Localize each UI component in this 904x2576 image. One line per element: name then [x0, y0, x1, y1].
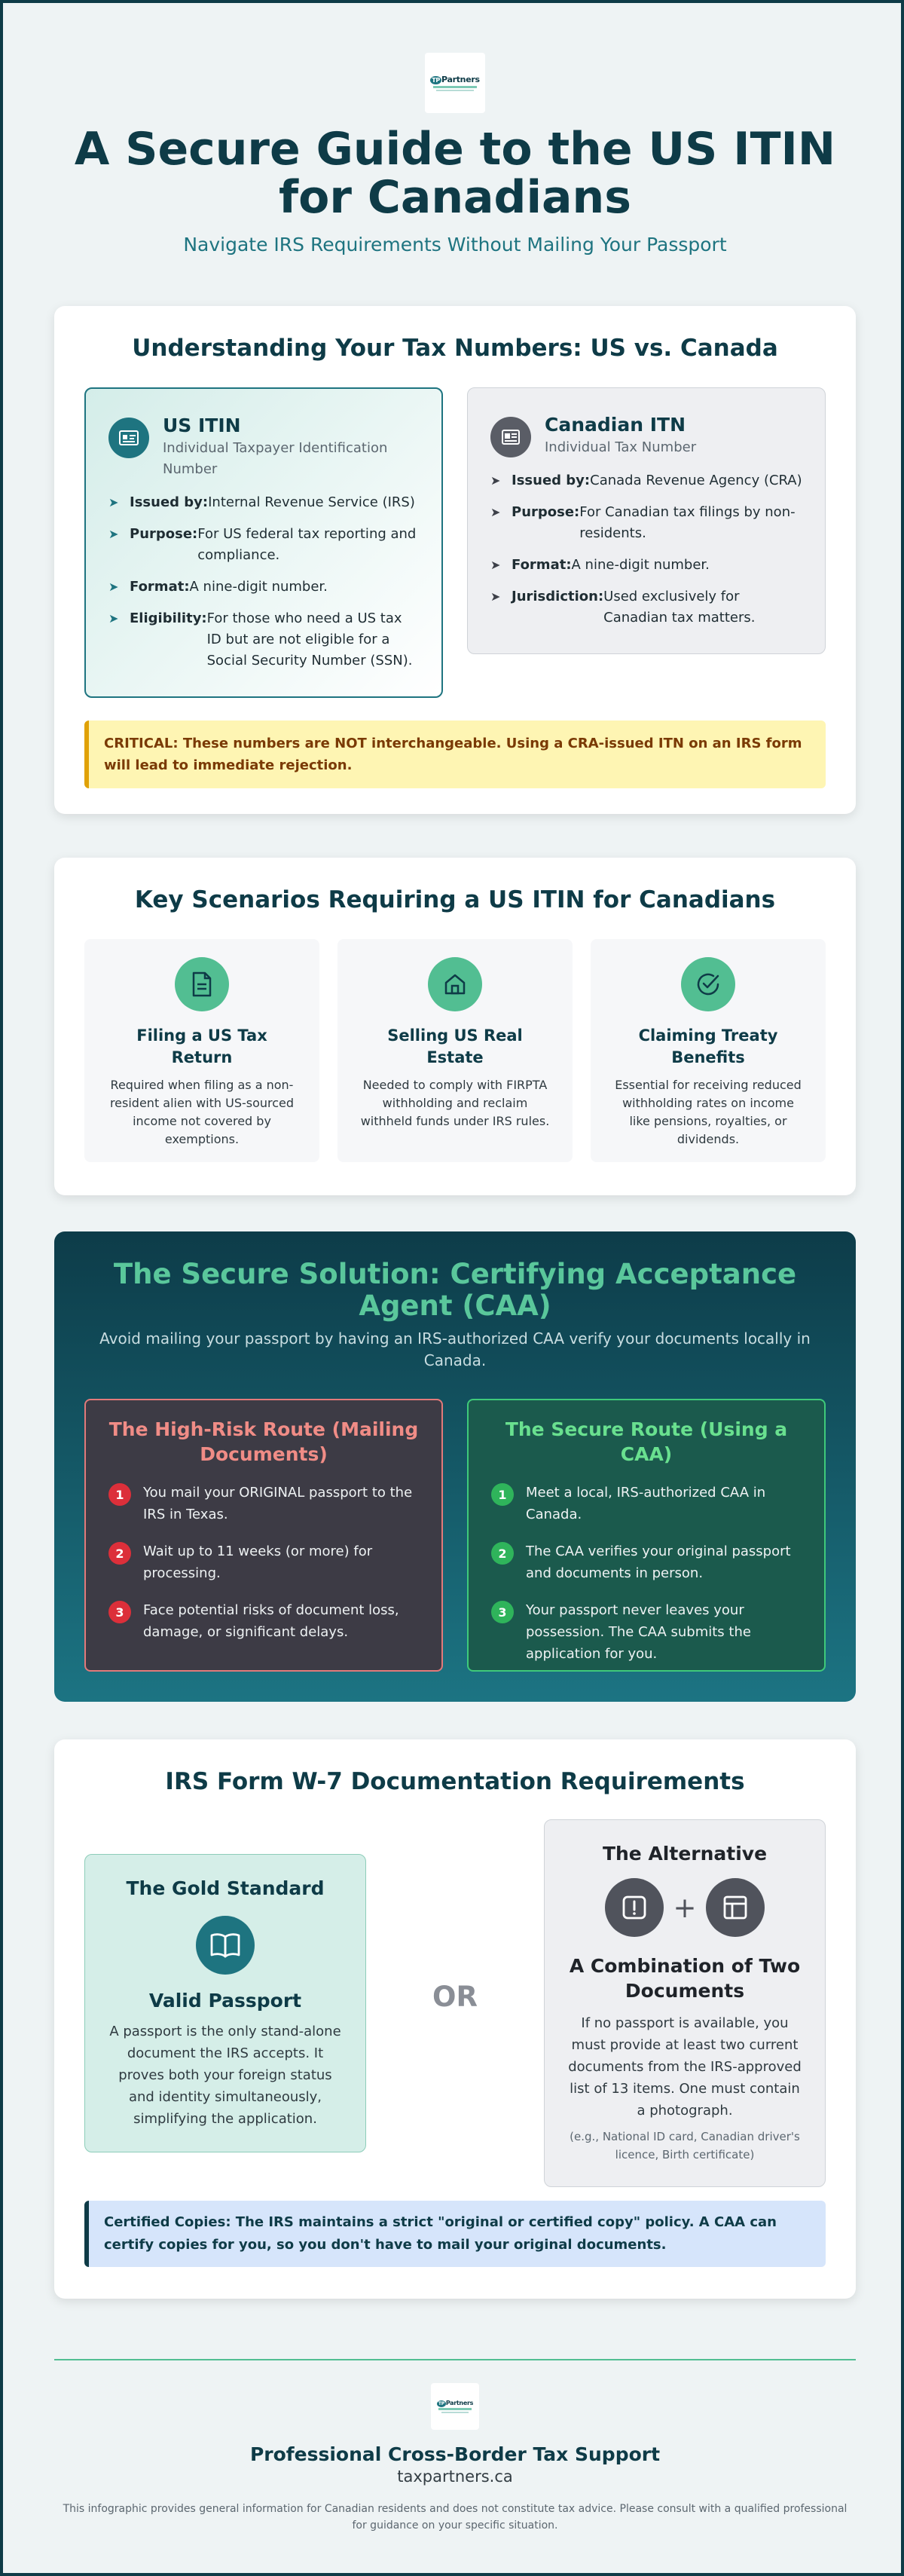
secure-route-card: [467, 1399, 826, 1672]
scenarios-section: [54, 858, 856, 1195]
step-number: 3: [491, 1601, 514, 1623]
step-text: You mail your ORIGINAL passport to the IRS in Texas.: [143, 1485, 413, 1522]
arrow-icon: ➤: [108, 611, 119, 626]
step-number: 2: [491, 1542, 514, 1565]
gold-standard-description: A passport is the only stand-alone document the IRS accepts. It proves both your foreign status and identity simultaneously, simplifying the application.: [109, 2024, 341, 2127]
scenario-title: Claiming Treaty Benefits: [638, 1026, 778, 1066]
company-logo: TP Partners: [425, 53, 485, 113]
arrow-icon: ➤: [108, 527, 119, 541]
canadian-itn-subtitle: Individual Tax Number: [545, 439, 697, 455]
route-step: [491, 1540, 802, 1584]
canadian-itn-card: [467, 387, 826, 654]
comparison-title: Understanding Your Tax Numbers: US vs. Canada: [132, 335, 778, 362]
canadian-itn-fact: ➤ Format: A nine-digit number.: [490, 555, 802, 576]
footer-logo: TP Partners: [431, 2383, 479, 2430]
footer-title: Professional Cross-Border Tax Support: [249, 2443, 661, 2465]
scenario-description: Needed to comply with FIRPTA withholding and reclaim withheld funds under IRS rules.: [360, 1078, 550, 1128]
route-step: [108, 1540, 419, 1584]
canadian-itn-fact: ➤ Purpose: For Canadian tax filings by non-residents.: [490, 502, 802, 544]
canadian-itn-fact: ➤ Issued by: Canada Revenue Agency (CRA): [490, 470, 802, 491]
alternative-subtitle: A Combination of Two Documents: [569, 1955, 801, 2002]
document-icon: [175, 957, 229, 1011]
check-circle-icon: [681, 957, 735, 1011]
secure-route-title: The Secure Route (Using a CAA): [505, 1418, 788, 1465]
scenarios-title: Key Scenarios Requiring a US ITIN for Canadians: [134, 886, 776, 913]
route-step: [108, 1482, 419, 1525]
route-step: [491, 1599, 802, 1665]
plus-sign: +: [673, 1891, 697, 1924]
us-itin-fact: ➤ Format: A nine-digit number.: [108, 577, 419, 598]
step-text: The CAA verifies your original passport and documents in person.: [526, 1543, 791, 1581]
alternative-description: If no passport is available, you must provide at least two current documents from the IRS-approved list of 13 items. One must contain a photograph.: [568, 2015, 802, 2119]
or-divider: OR: [432, 1981, 478, 2013]
alternative-examples: (e.g., National ID card, Canadian driver's licence, Birth certificate): [570, 2130, 800, 2161]
step-number: 1: [491, 1483, 514, 1506]
step-number: 3: [108, 1601, 131, 1623]
footer-disclaimer: This infographic provides general information for Canadian residents and does not constitute tax advice. Please consult with a qualified professional for guidance on your specific situation.: [63, 2503, 848, 2532]
solution-subtitle: Avoid mailing your passport by having an IRS-authorized CAA verify your documents locally in Canada.: [99, 1329, 811, 1369]
critical-warning: CRITICAL: These numbers are NOT interchangeable. Using a CRA-issued ITN on an IRS form will lead to immediate rejection.: [84, 720, 826, 788]
scenario-title: Filing a US Tax Return: [136, 1026, 267, 1066]
id-badge-icon: [490, 417, 531, 457]
w7-title: IRS Form W-7 Documentation Requirements: [165, 1768, 745, 1795]
step-text: Wait up to 11 weeks (or more) for processing.: [143, 1543, 373, 1581]
high-risk-route-card: [84, 1399, 443, 1672]
us-itin-fact: ➤ Issued by: Internal Revenue Service (IRS): [108, 492, 419, 513]
step-text: Meet a local, IRS-authorized CAA in Canada.: [526, 1485, 766, 1522]
arrow-icon: ➤: [108, 495, 119, 509]
valid-passport-title: Valid Passport: [148, 1990, 302, 2012]
gold-standard-card: [84, 1854, 366, 2152]
arrow-icon: ➤: [490, 589, 501, 604]
certified-copies-note: Certified Copies: The IRS maintains a strict "original or certified copy" policy. A CAA can certify copies for you, so you don't have to mail your original documents.: [84, 2201, 826, 2267]
us-itin-card: [84, 387, 443, 698]
scenario-title: Selling US Real Estate: [387, 1026, 523, 1066]
w7-requirements-section: [54, 1739, 856, 2299]
arrow-icon: ➤: [490, 505, 501, 519]
alternative-title: The Alternative: [602, 1843, 768, 1865]
layout-document-icon: [706, 1878, 765, 1937]
comparison-section: [54, 306, 856, 814]
step-number: 1: [108, 1483, 131, 1506]
page-title: A Secure Guide to the US ITIN for Canadians: [74, 123, 836, 224]
step-text: Face potential risks of document loss, damage, or significant delays.: [143, 1602, 399, 1640]
footer-website[interactable]: taxpartners.ca: [397, 2467, 513, 2486]
route-step: [108, 1599, 419, 1643]
us-itin-title: US ITIN: [163, 415, 241, 436]
scenario-card: [337, 939, 573, 1162]
scenario-description: Required when filing as a non-resident alien with US-sourced income not covered by exemptions.: [109, 1078, 295, 1146]
page-subtitle: Navigate IRS Requirements Without Mailing Your Passport: [183, 234, 727, 255]
step-number: 2: [108, 1542, 131, 1565]
scenario-card: [591, 939, 826, 1162]
arrow-icon: ➤: [490, 473, 501, 488]
home-icon: [428, 957, 482, 1011]
us-itin-subtitle: Individual Taxpayer Identification Number: [163, 440, 388, 477]
high-risk-route-title: The High-Risk Route (Mailing Documents): [108, 1418, 419, 1465]
canadian-itn-title: Canadian ITN: [545, 414, 686, 436]
arrow-icon: ➤: [490, 558, 501, 572]
canadian-itn-fact: ➤ Jurisdiction: Used exclusively for Canadian tax matters.: [490, 586, 802, 629]
caa-solution-section: [54, 1231, 856, 1702]
book-icon: [196, 1916, 255, 1975]
footer-divider: [54, 2359, 856, 2360]
us-itin-fact: ➤ Eligibility: For those who need a US tax ID but are not eligible for a Social Security Number (SSN).: [108, 608, 419, 672]
gold-standard-title: The Gold Standard: [126, 1877, 325, 1899]
alternative-card: [544, 1819, 826, 2187]
arrow-icon: ➤: [108, 580, 119, 594]
solution-title: The Secure Solution: Certifying Acceptance Agent (CAA): [113, 1258, 797, 1322]
route-step: [491, 1482, 802, 1525]
scenario-card: [84, 939, 319, 1162]
alert-document-icon: [605, 1878, 664, 1937]
step-text: Your passport never leaves your possession. The CAA submits the application for you.: [526, 1602, 751, 1662]
scenario-description: Essential for receiving reduced withholding rates on income like pensions, royalties, or dividends.: [615, 1078, 802, 1146]
id-card-icon: [108, 418, 149, 458]
us-itin-fact: ➤ Purpose: For US federal tax reporting and compliance.: [108, 524, 419, 566]
